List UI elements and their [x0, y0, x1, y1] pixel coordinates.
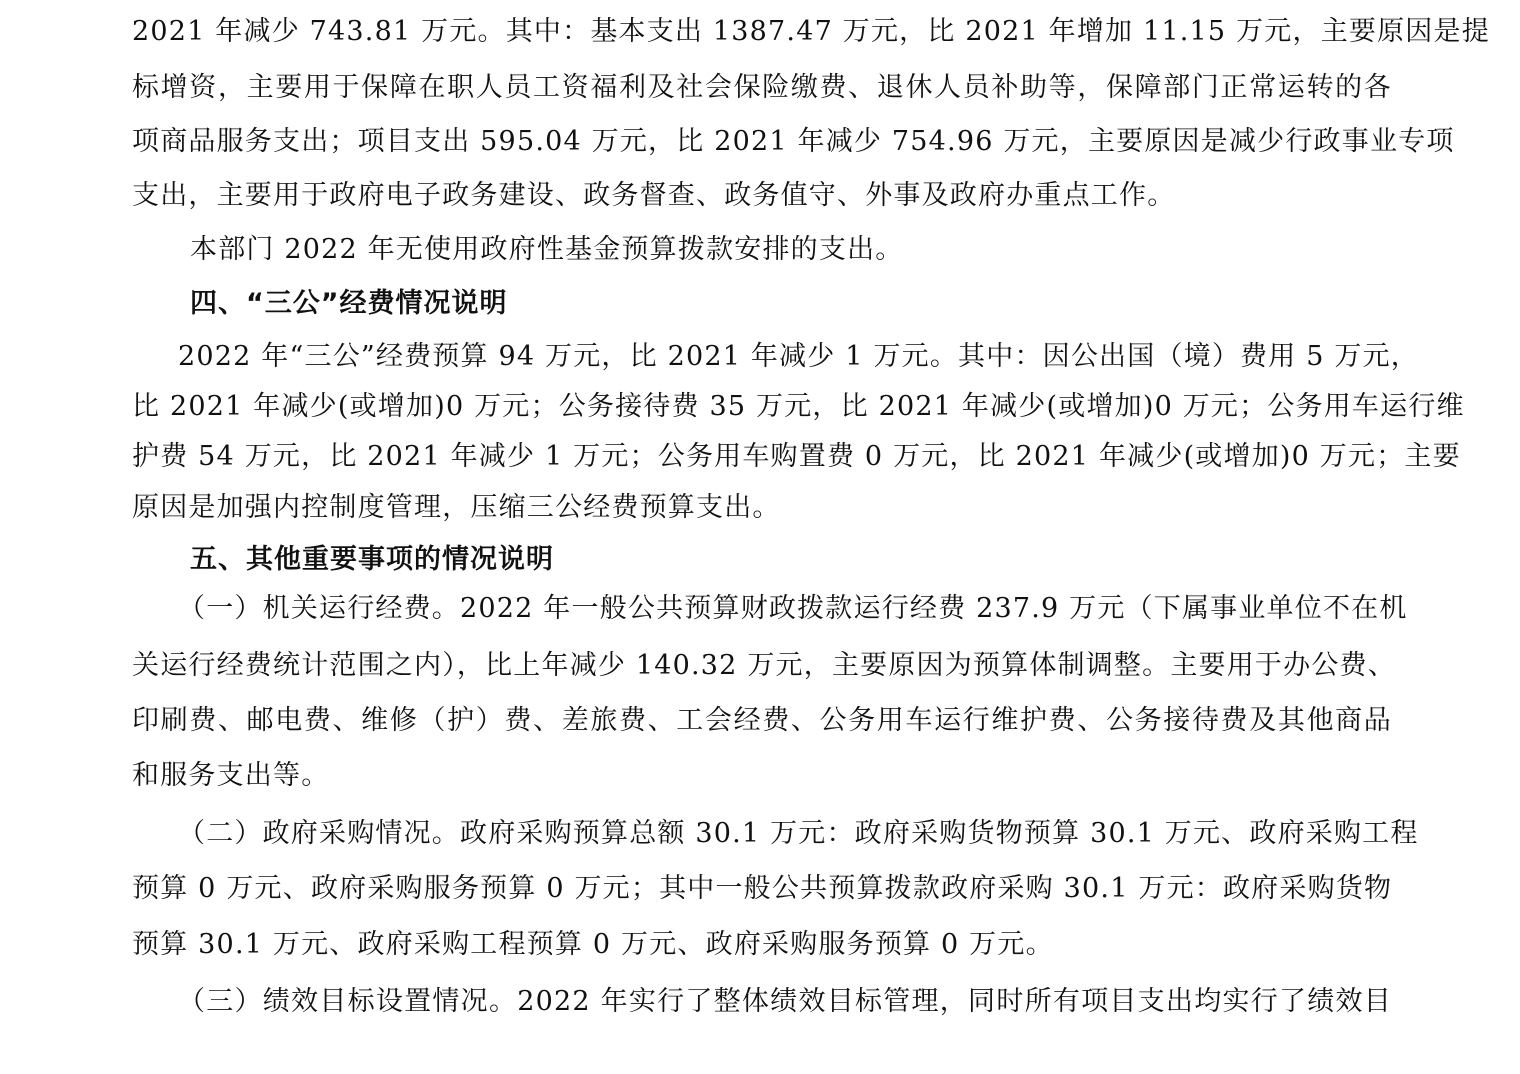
paragraph-line: 项商品服务支出；项目支出 595.04 万元，比 2021 年减少 754.96 万元，主要原因是减少行政事业专项 — [132, 126, 1455, 157]
paragraph-line: （一）机关运行经费。2022 年一般公共预算财政拨款运行经费 237.9 万元（下属事业单位不在机 — [178, 593, 1408, 624]
paragraph-line: 关运行经费统计范围之内），比上年减少 140.32 万元，主要原因为预算体制调整。主要用于办公费、 — [132, 650, 1396, 681]
paragraph-line: 原因是加强内控制度管理，压缩三公经费预算支出。 — [132, 492, 781, 523]
paragraph-line: （三）绩效目标设置情况。2022 年实行了整体绩效目标管理，同时所有项目支出均实行了绩效目 — [178, 986, 1392, 1017]
paragraph-line: 2021 年减少 743.81 万元。其中：基本支出 1387.47 万元，比 2021 年增加 11.15 万元，主要原因是提 — [132, 16, 1490, 47]
paragraph-line: 预算 30.1 万元、政府采购工程预算 0 万元、政府采购服务预算 0 万元。 — [132, 929, 1054, 960]
paragraph-line: 本部门 2022 年无使用政府性基金预算拨款安排的支出。 — [190, 234, 904, 265]
paragraph-line: 标增资，主要用于保障在职人员工资福利及社会保险缴费、退休人员补助等，保障部门正常运转的各 — [132, 72, 1392, 103]
paragraph-line: （二）政府采购情况。政府采购预算总额 30.1 万元：政府采购货物预算 30.1 万元、政府采购工程 — [178, 818, 1419, 849]
section-heading-five: 五、其他重要事项的情况说明 — [190, 544, 554, 575]
paragraph-line: 和服务支出等。 — [132, 760, 330, 791]
paragraph-line: 护费 54 万元，比 2021 年减少 1 万元；公务用车购置费 0 万元，比 2021 年减少(或增加)0 万元；主要 — [132, 441, 1461, 472]
paragraph-line: 预算 0 万元、政府采购服务预算 0 万元；其中一般公共预算拨款政府采购 30.1 万元：政府采购货物 — [132, 873, 1393, 904]
paragraph-line: 支出，主要用于政府电子政务建设、政务督查、政务值守、外事及政府办重点工作。 — [132, 180, 1176, 211]
section-heading-four: 四、“三公”经费情况说明 — [190, 288, 508, 319]
paragraph-line: 2022 年“三公”经费预算 94 万元，比 2021 年减少 1 万元。其中：因公出国（境）费用 5 万元， — [178, 341, 1419, 372]
paragraph-line: 比 2021 年减少(或增加)0 万元；公务接待费 35 万元，比 2021 年减少(或增加)0 万元；公务用车运行维 — [132, 391, 1465, 422]
paragraph-line: 印刷费、邮电费、维修（护）费、差旅费、工会经费、公务用车运行维护费、公务接待费及其他商品 — [132, 705, 1392, 736]
